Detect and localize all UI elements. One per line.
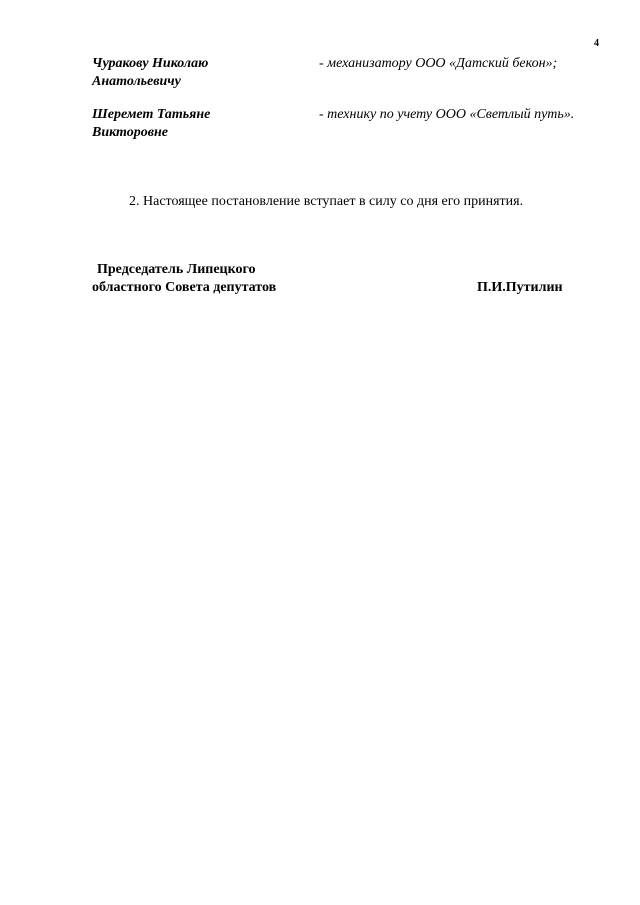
signatory-name: П.И.Путилин bbox=[477, 280, 563, 295]
signatory-title-line1: Председатель Липецкого bbox=[97, 262, 256, 277]
clause-2-paragraph: 2. Настоящее постановление вступает в силу со дня его принятия. bbox=[129, 194, 524, 209]
awardee-name-line1: Шеремет Татьяне bbox=[92, 107, 211, 122]
awardee-name-line1: Чуракову Николаю bbox=[92, 56, 209, 71]
awardee-position: - технику по учету ООО «Светлый путь». bbox=[319, 107, 575, 122]
awardee-row bbox=[92, 106, 612, 146]
page-number: 4 bbox=[594, 38, 599, 49]
signatory-title bbox=[92, 261, 276, 297]
signatory-title-line2: областного Совета депутатов bbox=[92, 280, 277, 295]
awardee-name-line2: Анатольевичу bbox=[92, 74, 181, 89]
awardee-name bbox=[92, 55, 292, 91]
awardee-row bbox=[92, 55, 612, 95]
awardee-position: - механизатору ООО «Датский бекон»; bbox=[319, 56, 558, 71]
awardee-name-line2: Викторовне bbox=[92, 125, 168, 140]
awardee-name bbox=[92, 106, 292, 142]
